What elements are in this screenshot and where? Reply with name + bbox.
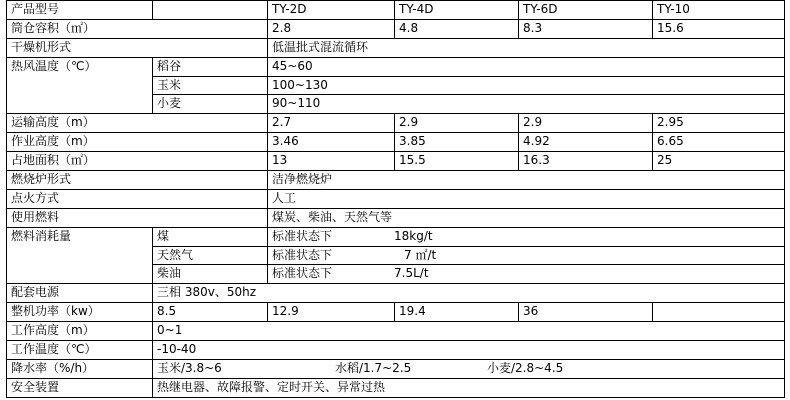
cell-value: 36 xyxy=(519,303,653,322)
cell-value: 90~110 xyxy=(268,95,785,114)
cell-value: -10-40 xyxy=(153,341,785,360)
cell-value: 洁净燃烧炉 xyxy=(268,171,785,190)
model-name: TY-6D xyxy=(519,1,653,20)
cell-value: 煤炭、柴油、天然气等 xyxy=(268,208,785,227)
cell-value: 16.3 xyxy=(519,152,653,171)
cell-value: 低温批式混流循环 xyxy=(268,38,785,57)
sub-label: 稻谷 xyxy=(153,57,268,76)
row-label: 点火方式 xyxy=(7,189,268,208)
cell-value: 15.5 xyxy=(395,152,519,171)
row-label: 占地面积（㎡） xyxy=(7,152,268,171)
cell-value xyxy=(268,265,785,284)
table-row xyxy=(7,378,785,397)
sub-label: 天然气 xyxy=(153,246,268,265)
cell-value: 0~1 xyxy=(153,322,785,341)
model-name: TY-10 xyxy=(653,1,785,20)
condition-text: 标准状态下 xyxy=(272,228,333,243)
row-label: 运输高度（m） xyxy=(7,114,268,133)
sub-label: 小麦 xyxy=(153,95,268,114)
amount-text: 7.5L/t xyxy=(394,266,429,281)
cell-value: 三相 380v、50hz xyxy=(153,284,785,303)
cell-value: 2.8 xyxy=(268,19,395,38)
row-label: 热风温度（℃） xyxy=(7,57,153,114)
row-label: 干燥机形式 xyxy=(7,38,268,57)
table-row xyxy=(7,171,785,190)
cell-value xyxy=(153,359,785,378)
table-row xyxy=(7,284,785,303)
condition-text: 标准状态下 xyxy=(272,266,333,281)
cell-value: 12.9 xyxy=(268,303,395,322)
wheat-rate: 小麦/2.8~4.5 xyxy=(487,360,564,375)
rice-rate: 水稻/1.7~2.5 xyxy=(335,360,412,375)
table-row xyxy=(7,189,785,208)
model-label: 产品型号 xyxy=(7,1,153,20)
table-row xyxy=(7,359,785,378)
row-label: 燃烧炉形式 xyxy=(7,171,268,190)
model-name: TY-4D xyxy=(395,1,519,20)
table-row xyxy=(7,208,785,227)
cell-value: 2.7 xyxy=(268,114,395,133)
row-label: 作业高度（m） xyxy=(7,133,268,152)
cell-value: 热继电器、故障报警、定时开关、异常过热 xyxy=(153,378,785,397)
empty-cell xyxy=(153,1,268,20)
table-row xyxy=(7,133,785,152)
cell-value: 3.85 xyxy=(395,133,519,152)
cell-value: 4.8 xyxy=(395,19,519,38)
row-label: 使用燃料 xyxy=(7,208,268,227)
cell-value: 8.5 xyxy=(153,303,268,322)
table-row xyxy=(7,152,785,171)
header-row xyxy=(7,1,785,20)
spec-table xyxy=(6,0,785,398)
sub-label: 玉米 xyxy=(153,76,268,95)
row-label: 安全装置 xyxy=(7,378,153,397)
cell-value: 人工 xyxy=(268,189,785,208)
table-row xyxy=(7,57,785,76)
sub-label: 煤 xyxy=(153,227,268,246)
cell-value: 19.4 xyxy=(395,303,519,322)
cell-value: 13 xyxy=(268,152,395,171)
cell-value: 100~130 xyxy=(268,76,785,95)
row-label: 降水率（%/h） xyxy=(7,359,153,378)
table-row xyxy=(7,322,785,341)
row-label: 筒仓容积（㎡） xyxy=(7,19,268,38)
row-label: 配套电源 xyxy=(7,284,153,303)
row-label: 工作温度（℃） xyxy=(7,341,153,360)
table-row xyxy=(7,227,785,246)
amount-text: 7 ㎡/t xyxy=(404,247,437,262)
condition-text: 标准状态下 xyxy=(272,247,333,262)
row-label: 工作高度（m） xyxy=(7,322,153,341)
table-row xyxy=(7,303,785,322)
cell-value: 6.65 xyxy=(653,133,785,152)
cell-value: 2.9 xyxy=(519,114,653,133)
cell-value: 2.9 xyxy=(395,114,519,133)
cell-value xyxy=(268,227,785,246)
cell-value: 45~60 xyxy=(268,57,785,76)
cell-value xyxy=(653,303,785,322)
amount-text: 18kg/t xyxy=(394,228,433,243)
row-label: 燃料消耗量 xyxy=(7,227,153,284)
cell-value xyxy=(268,246,785,265)
model-name: TY-2D xyxy=(268,1,395,20)
cell-value: 15.6 xyxy=(653,19,785,38)
cell-value: 25 xyxy=(653,152,785,171)
cell-value: 3.46 xyxy=(268,133,395,152)
cell-value: 8.3 xyxy=(519,19,653,38)
table-row xyxy=(7,19,785,38)
sub-label: 柴油 xyxy=(153,265,268,284)
cell-value: 2.95 xyxy=(653,114,785,133)
cell-value: 4.92 xyxy=(519,133,653,152)
table-row xyxy=(7,114,785,133)
corn-rate: 玉米/3.8~6 xyxy=(157,360,222,375)
table-row xyxy=(7,341,785,360)
row-label: 整机功率（kw） xyxy=(7,303,153,322)
table-row xyxy=(7,38,785,57)
